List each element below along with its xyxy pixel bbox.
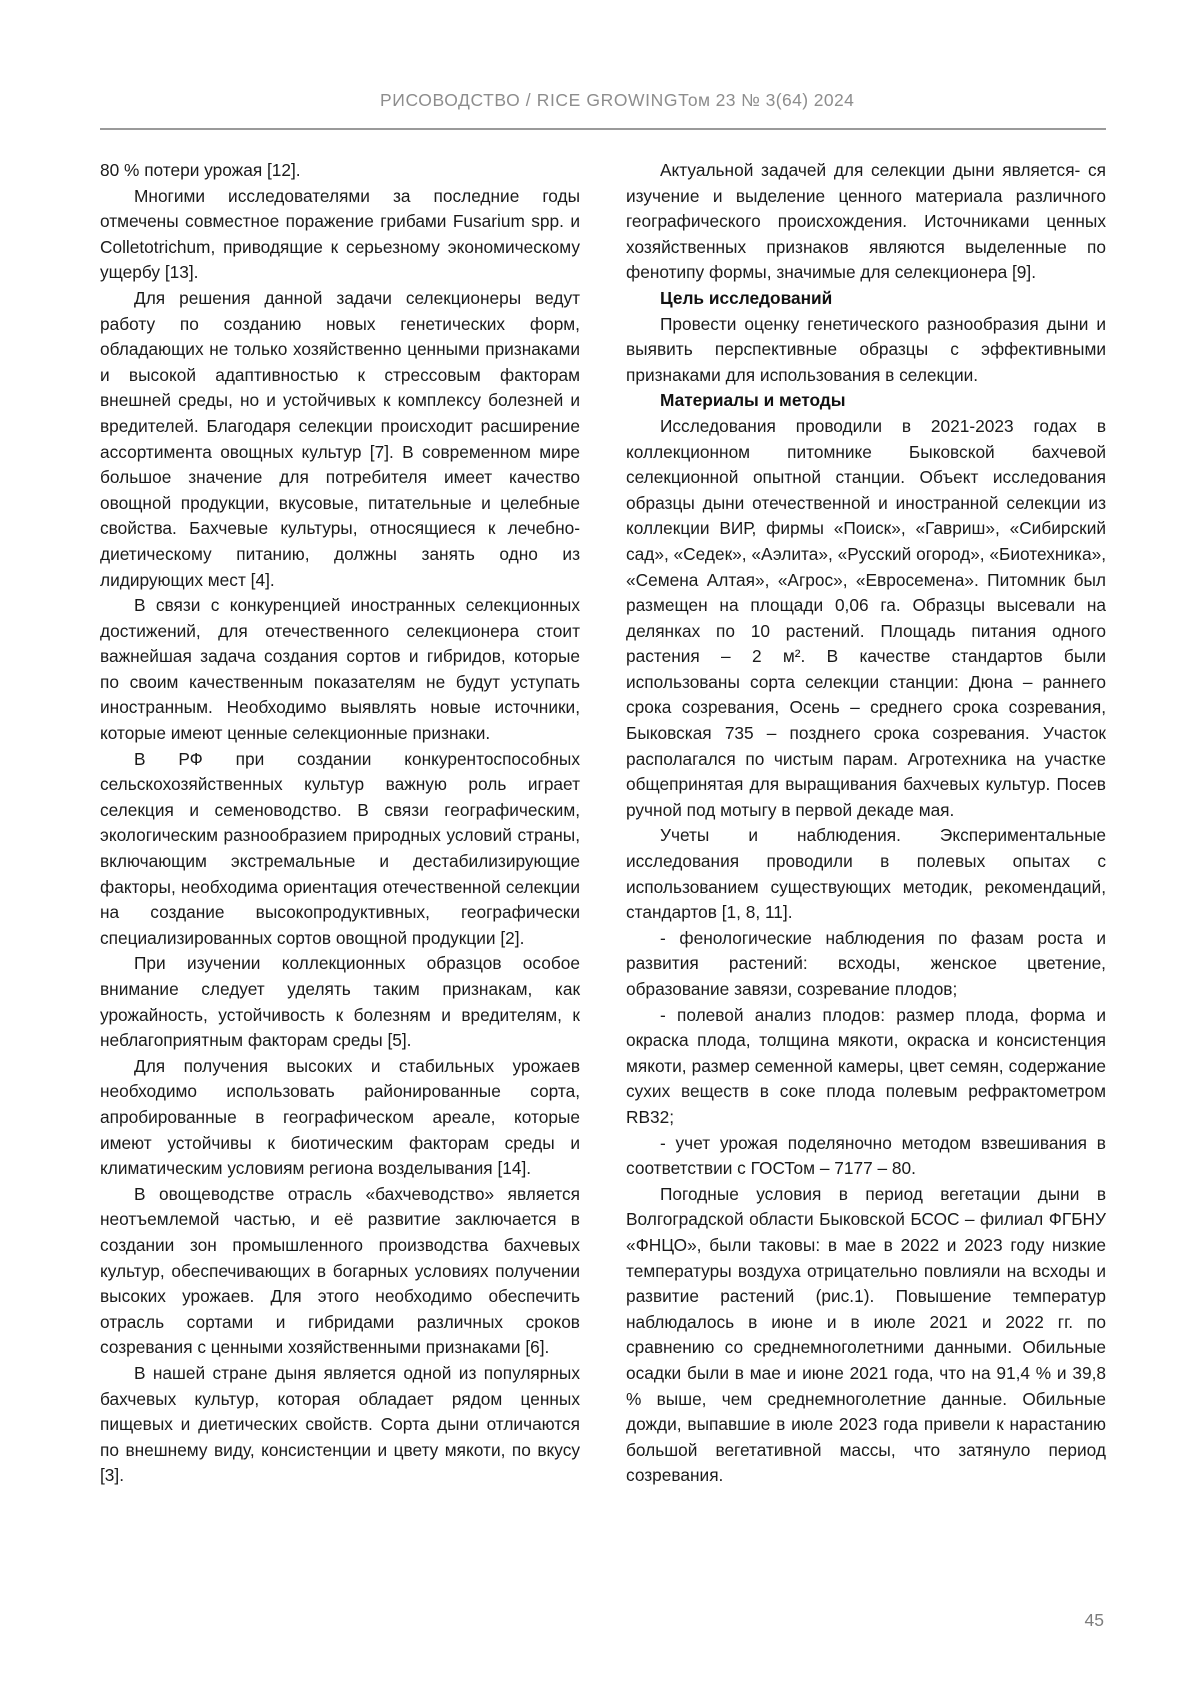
paragraph: Провести оценку генетического разнообразия дыни и выявить перспективные образцы с эффективными признаками для использования в селекции. (626, 313, 1106, 385)
section-heading-goal: Цель исследований (660, 287, 833, 308)
left-column (100, 158, 580, 1489)
journal-title: РИСОВОДСТВО / RICE GROWING (380, 90, 679, 110)
paragraph: - учет урожая поделяночно методом взвешивания в соответствии с ГОСТом – 7177 – 80. (626, 1132, 1106, 1179)
paragraph: - фенологические наблюдения по фазам роста и развития растений: всходы, женское цветение, образование завязи, созревание плодов; (626, 927, 1106, 999)
section-heading-materials: Материалы и методы (660, 390, 846, 411)
article-body (100, 158, 1106, 1489)
paragraph: Для решения данной задачи селекционеры ведут работу по созданию новых генетических форм, обладающих не только хозяйственно ценными признаками и высокой адаптивностью к стрессовым факторам внешней среды, но и устойчивых к комплексу болезней и вредителей. Благодаря селекции происходит расширение ассортимента овощных культур [7]. В современном мире большое значение для потребителя имеет качество овощной продукции, вкусовые, питательные и целебные свойства. Бахчевые культуры, относящиеся к лечебно-диетическому питанию, должны занять одно из лидирующих мест [4]. (100, 287, 580, 590)
paragraph: Погодные условия в период вегетации дыни в Волгоградской области Быковской БСОС – филиал ФГБНУ «ФНЦО», были таковы: в мае в 2022 и 2023 году низкие температуры воздуха отрицательно повлияли на всходы и развитие растений (рис.1). Повышение температур наблюдалось в июне и в июле 2021 и 2022 гг. по сравнению со среднемноголетними данными. Обильные осадки были в мае и июне 2021 года, что на 91,4 % и 39,8 % выше, чем среднемноголетние данные. Обильные дожди, выпавшие в июле 2023 года привели к нарастанию большой вегетативной массы, что затянуло период созревания. (626, 1183, 1106, 1486)
paragraph: В связи с конкуренцией иностранных селекционных достижений, для отечественного селекционера стоит важнейшая задача создания сортов и гибридов, которые по своим качественным показателям не будут уступать иностранным. Необходимо выявлять новые источники, которые имеют ценные селекционные признаки. (100, 595, 580, 744)
paragraph: При изучении коллекционных образцов особое внимание следует уделять таким признакам, как урожайность, устойчивость к болезням и вредителям, к неблагоприятным факторам среды [5]. (100, 953, 580, 1051)
paragraph: - полевой анализ плодов: размер плода, форма и окраска плода, толщина мякоти, окраска и консистенция мякоти, размер семенной камеры, цвет семян, содержание сухих веществ в соке плода полевым рефрактометром RВ32; (626, 1004, 1106, 1127)
paragraph: Учеты и наблюдения. Экспериментальные исследования проводили в полевых опытах с использованием существующих методик, рекомендаций, стандартов [1, 8, 11]. (626, 825, 1106, 923)
paragraph: Актуальной задачей для селекции дыни является- ся изучение и выделение ценного материала различного географического происхождения. Источниками ценных хозяйственных признаков являются выделенные по фенотипу формы, значимые для селекционера [9]. (626, 160, 1106, 283)
paragraph: Многими исследователями за последние годы отмечены совместное поражение грибами Fusarium spp. и Colletotrichum, приводящие к серьезному экономическому ущербу [13]. (100, 185, 580, 283)
paragraph: Для получения высоких и стабильных урожаев необходимо использовать районированные сорта, апробированные в географическом ареале, которые имеют устойчивы к биотическим факторам среды и климатическим условиям региона возделывания [14]. (100, 1055, 580, 1179)
paragraph: В нашей стране дыня является одной из популярных бахчевых культур, которая обладает рядом ценных пищевых и диетических свойств. Сорта дыни отличаются по внешнему виду, консистенции и цвету мякоти, по вкусу [3]. (100, 1362, 580, 1486)
right-column (626, 158, 1106, 1489)
header-divider (100, 128, 1106, 130)
paragraph: В овощеводстве отрасль «бахчеводство» является неотъемлемой частью, и её развитие заключается в создании зон промышленного производства бахчевых культур, обеспечивающих в богарных условиях получении высоких урожаев. Для этого необходимо обеспечить отрасль сортами и гибридами различных сроков созревания с ценными хозяйственными признаками [6]. (100, 1183, 580, 1358)
paragraph: 80 % потери урожая [12]. (100, 160, 301, 180)
paragraph: Исследования проводили в 2021-2023 годах в коллекционном питомнике Быковской бахчевой селекционной опытной станции. Объект исследования образцы дыни отечественной и иностранной селекции из коллекции ВИР, фирмы «Поиск», «Гавриш», «Сибирский сад», «Седек», «Аэлита», «Русский огород», «Биотехника», «Семена Алтая», «Агрос», «Евросемена». Питомник был размещен на площади 0,06 га. Образцы высевали на делянках по 10 растений. Площадь питания одного растения – 2 м². В качестве стандартов были использованы сорта селекции станции: Дюна – раннего срока созревания, Осень – среднего срока созревания, Быковская 735 – позднего срока созревания. Участок располагался по чистым парам. Агротехника на участке общепринятая для выращивания бахчевых культур. Посев ручной под мотыгу в первой декаде мая. (626, 415, 1106, 820)
paragraph: В РФ при создании конкурентоспособных сельскохозяйственных культур важную роль играет селекция и семеноводство. В связи географическим, экологическим разнообразием природных условий страны, включающим экстремальные и дестабилизирующие факторы, необходима ориентация отечественной селекции на создание высокопродуктивных, географически специализированных сортов овощной продукции [2]. (100, 748, 580, 948)
page-number: 45 (1084, 1610, 1104, 1630)
issue-info: Том 23 № 3(64) 2024 (678, 90, 855, 110)
